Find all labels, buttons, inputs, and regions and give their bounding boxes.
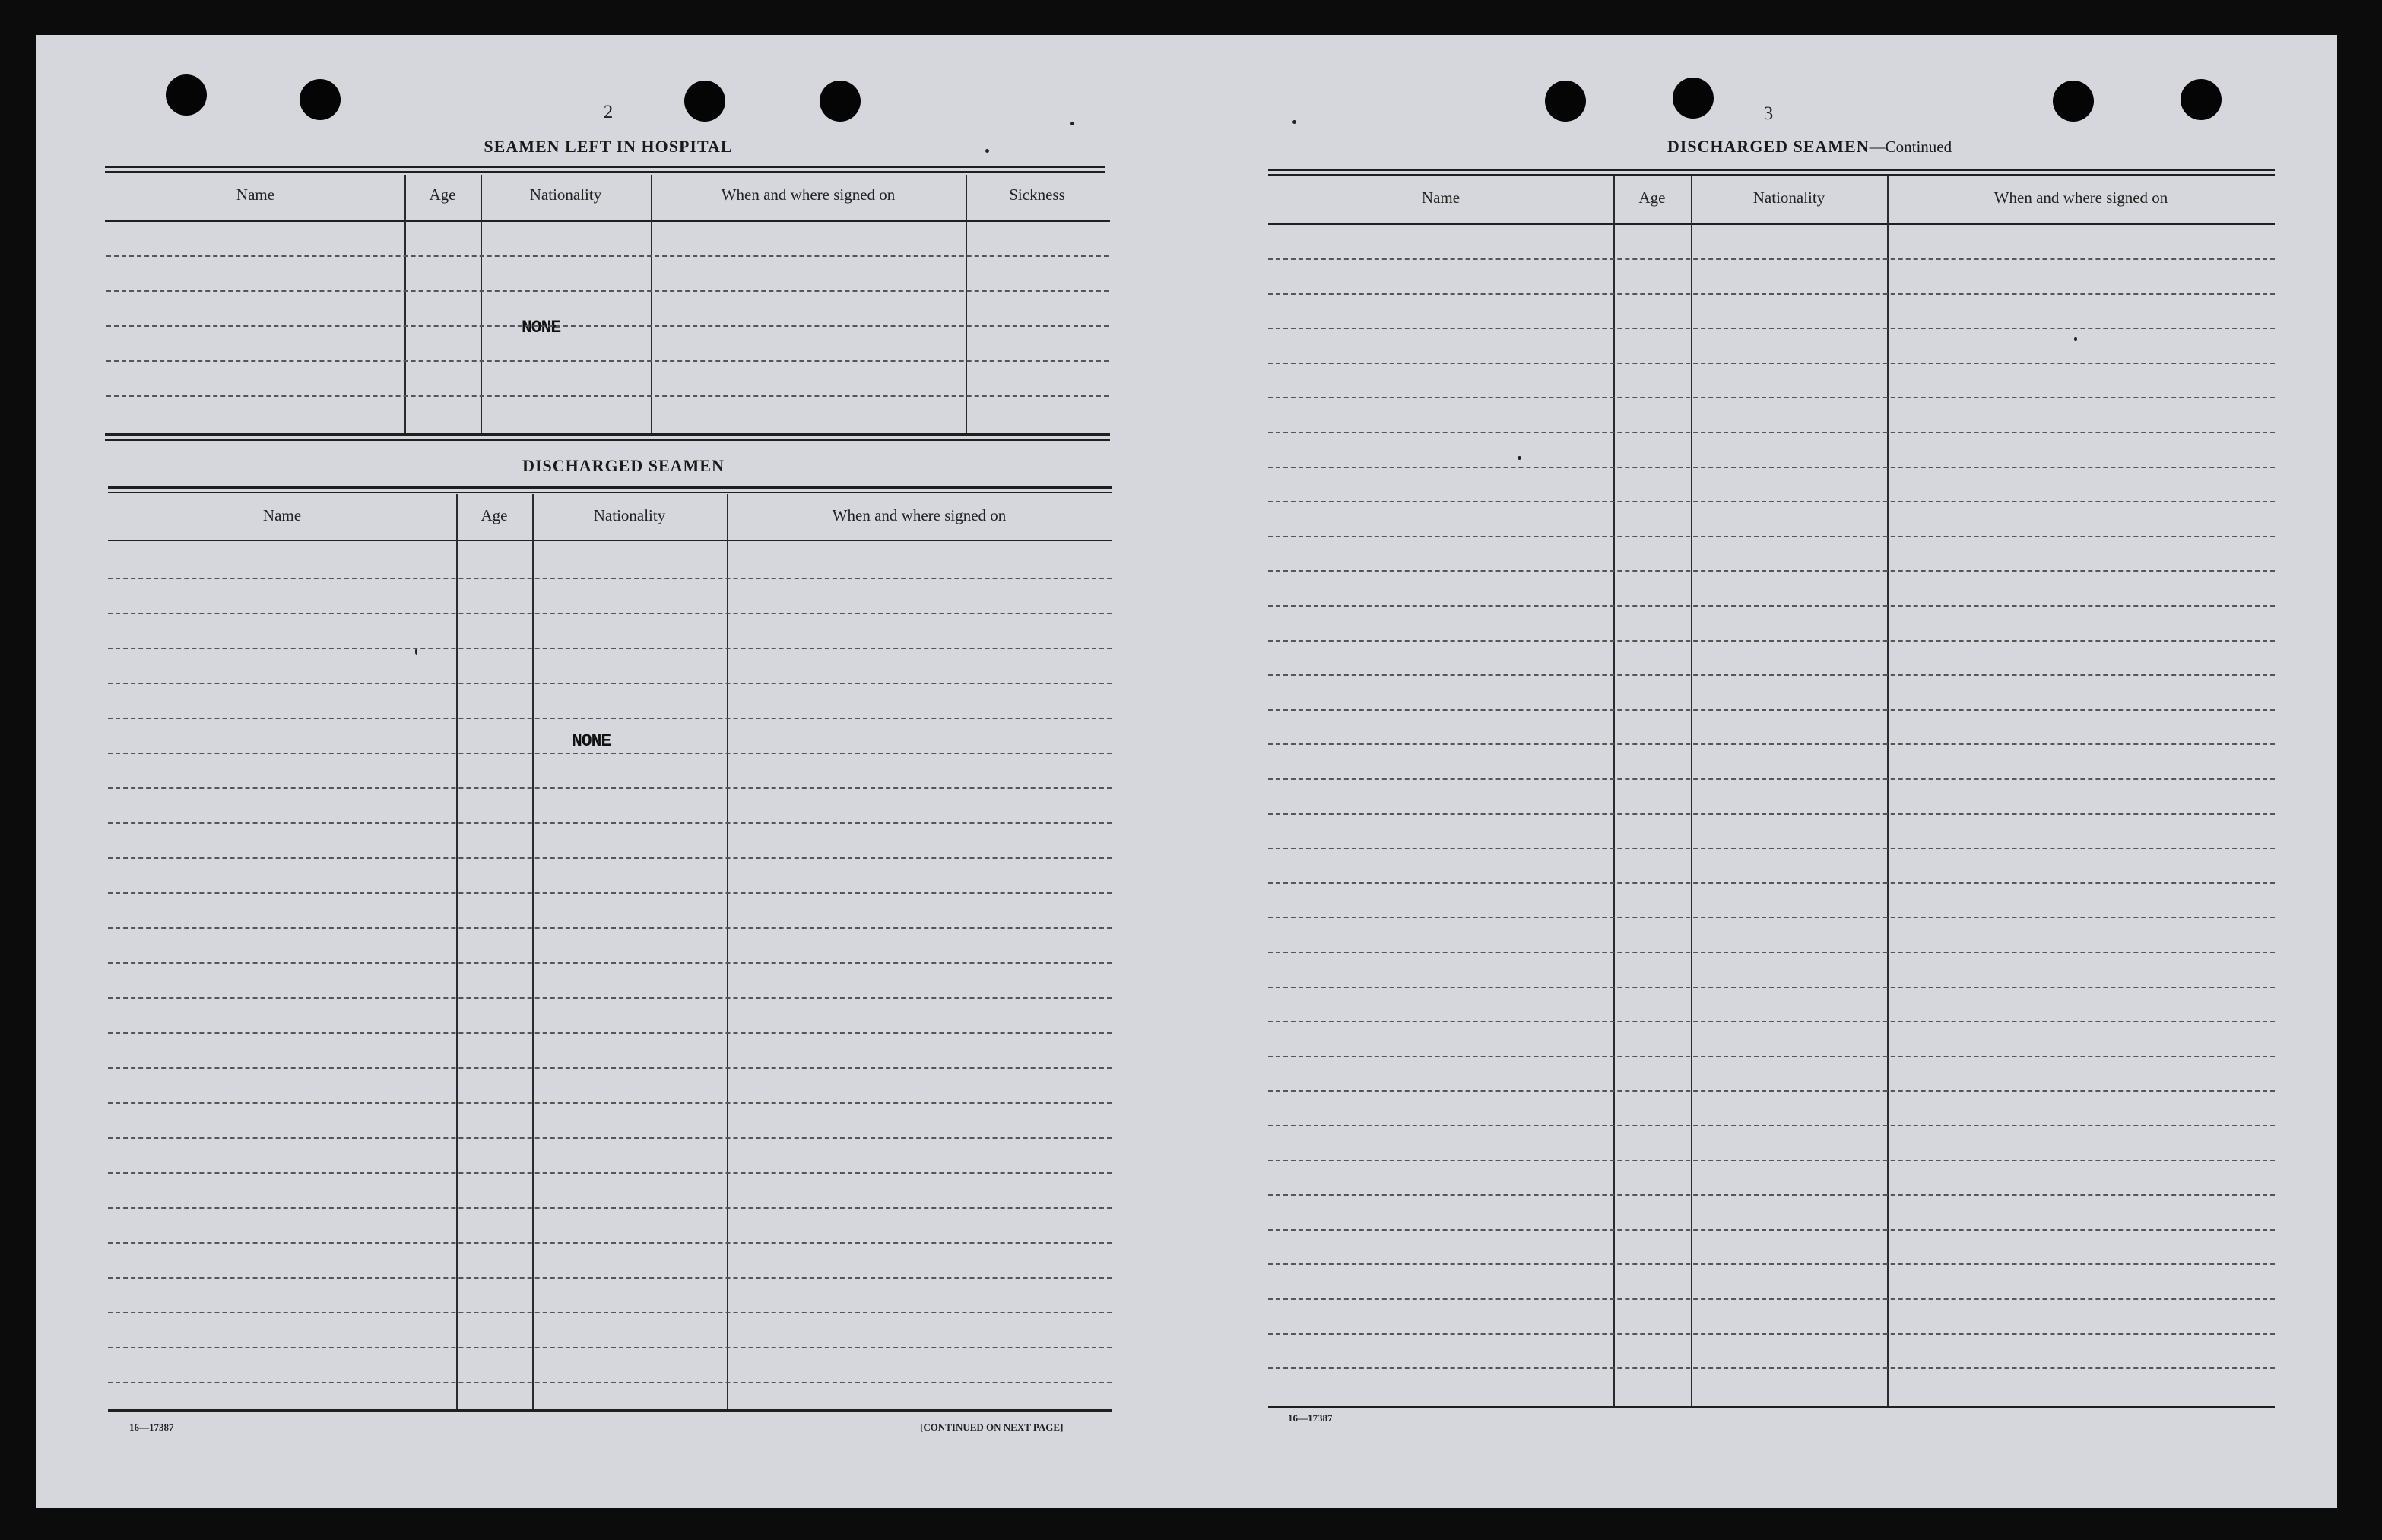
right-row-line — [1268, 1263, 2275, 1265]
discharged-row-line — [108, 1067, 1112, 1069]
right-row-line — [1268, 1160, 2275, 1161]
right-row-line — [1268, 1333, 2275, 1335]
discharged-row-line — [108, 1207, 1112, 1209]
scan-speck — [985, 149, 989, 153]
discharged-column-divider — [727, 494, 728, 1409]
discharged-header-1: Name — [262, 506, 302, 524]
right-row-line — [1268, 536, 2275, 537]
discharged-row-line — [108, 892, 1112, 894]
discharged-row-line — [108, 962, 1112, 964]
discharged-row-line — [108, 1347, 1112, 1348]
continued-title-main: DISCHARGED SEAMEN — [1667, 137, 1870, 156]
right-row-line — [1268, 848, 2275, 849]
discharged-row-line — [108, 648, 1112, 649]
hospital-column-divider — [404, 175, 406, 433]
right-row-line — [1268, 467, 2275, 468]
discharged-header-4: When and where signed on — [832, 506, 1007, 524]
hospital-column-divider — [481, 175, 482, 433]
discharged-row-line — [108, 997, 1112, 999]
right-row-line — [1268, 1125, 2275, 1126]
punch-hole — [684, 81, 725, 122]
scan-speck — [2074, 337, 2077, 341]
right-header-1: Name — [1421, 189, 1461, 207]
hospital-table-top-rule — [105, 166, 1105, 168]
discharged-row-line — [108, 1032, 1112, 1034]
right-row-line — [1268, 1194, 2275, 1196]
hospital-none-stamp: NONE — [522, 318, 561, 337]
continued-title-suffix: —Continued — [1869, 138, 1952, 156]
punch-hole — [1673, 78, 1714, 119]
right-column-divider — [1613, 176, 1615, 1406]
hospital-header-1: Name — [236, 185, 275, 204]
hospital-header-rule — [105, 220, 1110, 222]
hospital-section-title: SEAMEN LEFT IN HOSPITAL — [484, 137, 733, 156]
right-row-line — [1268, 432, 2275, 433]
right-header-rule — [1268, 223, 2275, 225]
right-row-line — [1268, 397, 2275, 398]
right-row-line — [1268, 709, 2275, 711]
right-column-divider — [1691, 176, 1692, 1406]
right-row-line — [1268, 258, 2275, 260]
page-number-right: 3 — [1763, 103, 1774, 124]
discharged-table-top-rule — [108, 486, 1112, 489]
discharged-row-line — [108, 1137, 1112, 1139]
right-row-line — [1268, 1229, 2275, 1231]
right-table-bottom-rule — [1268, 1406, 2275, 1408]
discharged-header-3: Nationality — [593, 506, 666, 524]
right-header-2: Age — [1638, 189, 1666, 207]
right-table-top-rule — [1268, 169, 2275, 171]
right-row-line — [1268, 1056, 2275, 1057]
right-row-line — [1268, 1367, 2275, 1369]
discharged-row-line — [108, 578, 1112, 579]
hospital-header-5: Sickness — [1009, 185, 1065, 204]
discharged-row-line — [108, 683, 1112, 684]
discharged-row-line — [108, 753, 1112, 754]
right-row-line — [1268, 778, 2275, 780]
discharged-row-line — [108, 822, 1112, 824]
discharged-column-divider — [532, 494, 534, 1409]
punch-hole — [166, 74, 207, 116]
right-row-line — [1268, 882, 2275, 884]
form-number-left: 16—17387 — [129, 1421, 174, 1433]
hospital-row-line — [106, 360, 1109, 362]
punch-hole — [2181, 79, 2222, 120]
punch-hole — [300, 79, 341, 120]
right-row-line — [1268, 501, 2275, 502]
right-header-3: Nationality — [1752, 189, 1825, 207]
discharged-header-rule — [108, 540, 1112, 541]
hospital-table-bottom-rule — [105, 433, 1110, 436]
right-header-4: When and where signed on — [1993, 189, 2168, 207]
continued-note: [CONTINUED ON NEXT PAGE] — [920, 1421, 1064, 1433]
hospital-row-line — [106, 325, 1109, 327]
hospital-row-line — [106, 255, 1109, 257]
hospital-column-divider — [651, 175, 652, 433]
discharged-row-line — [108, 1277, 1112, 1279]
discharged-row-line — [108, 927, 1112, 929]
right-row-line — [1268, 743, 2275, 745]
right-row-line — [1268, 1298, 2275, 1300]
punch-hole — [1545, 81, 1586, 122]
right-row-line — [1268, 1090, 2275, 1092]
discharged-section-title: DISCHARGED SEAMEN — [522, 456, 725, 475]
form-number-right: 16—17387 — [1288, 1412, 1333, 1424]
hospital-row-line — [106, 290, 1109, 292]
right-row-line — [1268, 952, 2275, 953]
right-row-line — [1268, 363, 2275, 364]
discharged-row-line — [108, 1382, 1112, 1383]
discharged-column-divider — [456, 494, 458, 1409]
right-row-line — [1268, 1021, 2275, 1022]
scan-speck — [1070, 122, 1074, 125]
right-row-line — [1268, 640, 2275, 642]
right-row-line — [1268, 813, 2275, 815]
scan-speck — [1292, 120, 1296, 124]
page-number-left: 2 — [603, 102, 614, 122]
continued-section-title — [1566, 137, 2053, 157]
right-row-line — [1268, 605, 2275, 607]
right-row-line — [1268, 917, 2275, 918]
scan-speck — [1518, 456, 1521, 460]
discharged-row-line — [108, 857, 1112, 859]
discharged-row-line — [108, 613, 1112, 614]
discharged-row-line — [108, 1172, 1112, 1174]
right-column-divider — [1887, 176, 1889, 1406]
right-row-line — [1268, 570, 2275, 572]
discharged-table-bottom-rule — [108, 1409, 1112, 1412]
hospital-column-divider — [966, 175, 967, 433]
discharged-header-2: Age — [481, 506, 508, 524]
hospital-header-2: Age — [429, 185, 456, 204]
punch-hole — [820, 81, 861, 122]
hospital-header-3: Nationality — [529, 185, 602, 204]
hospital-header-4: When and where signed on — [721, 185, 896, 204]
discharged-none-stamp: NONE — [572, 731, 611, 751]
punch-hole — [2053, 81, 2094, 122]
right-row-line — [1268, 674, 2275, 676]
discharged-row-line — [108, 1242, 1112, 1244]
discharged-row-line — [108, 1312, 1112, 1313]
hospital-row-line — [106, 395, 1109, 397]
discharged-row-line — [108, 787, 1112, 789]
right-row-line — [1268, 987, 2275, 988]
right-row-line — [1268, 328, 2275, 329]
discharged-row-line — [108, 1102, 1112, 1104]
right-row-line — [1268, 293, 2275, 295]
discharged-row-line — [108, 718, 1112, 719]
